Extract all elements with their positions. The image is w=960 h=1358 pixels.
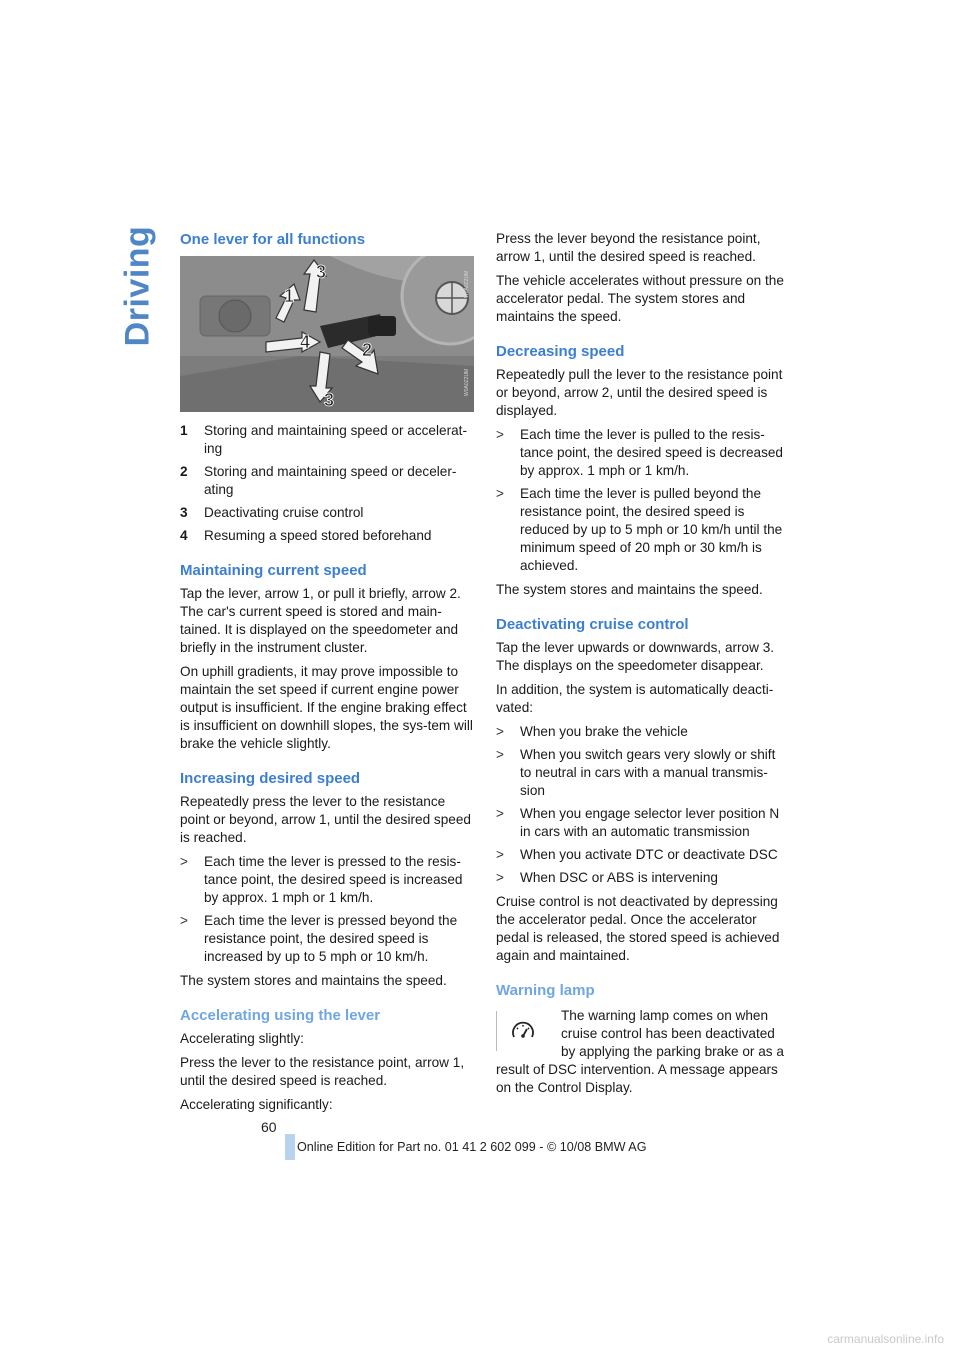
list-item: > When you brake the vehicle xyxy=(496,724,688,739)
warning-lamp-heading: Warning lamp xyxy=(496,982,595,999)
increasing-paragraph-2: The system stores and maintains the speed. xyxy=(180,973,447,988)
list-item: > Each time the lever is pressed to the resis-tance point, the desired speed is increased by approx. 1 mph or 1 km/h. xyxy=(180,854,463,905)
list-item: > When you switch gears very slowly or shift to neutral in cars with a manual transmis-sion xyxy=(496,747,776,798)
footer-edition-text: Online Edition for Part no. 01 41 2 602 099 - © 10/08 BMW AG xyxy=(297,1140,647,1154)
chapter-title: Driving xyxy=(118,225,156,347)
maintaining-paragraph-2: On uphill gradients, it may prove impossible to maintain the set speed if current engine power output is insufficient. If the engine braking effect is insufficient on downhill slopes, the sys-tem will brake the vehicle slightly. xyxy=(180,664,473,751)
deactivating-heading: Deactivating cruise control xyxy=(496,616,689,633)
deactivating-paragraph-1: Tap the lever upwards or downwards, arrow 3. The displays on the speedometer disappear. xyxy=(496,640,775,673)
list-item: 3 Deactivating cruise control xyxy=(180,505,364,520)
right-column xyxy=(496,230,790,1103)
function-list xyxy=(180,422,476,545)
top-paragraph-1: Press the lever beyond the resistance point, arrow 1, until the desired speed is reached. xyxy=(496,231,761,264)
increasing-paragraph-1: Repeatedly press the lever to the resistance point or beyond, arrow 1, until the desired speed is reached. xyxy=(180,794,471,845)
accelerating-paragraph-2: Press the lever to the resistance point, arrow 1, until the desired speed is reached. xyxy=(180,1055,465,1088)
maintaining-heading: Maintaining current speed xyxy=(180,562,367,579)
list-item: 2 Storing and maintaining speed or deceler-ating xyxy=(180,464,457,497)
figure-label-4: 4 xyxy=(300,332,311,352)
increasing-heading: Increasing desired speed xyxy=(180,770,361,787)
decreasing-heading: Decreasing speed xyxy=(496,343,625,360)
list-item: > Each time the lever is pressed beyond the resistance point, the desired speed is increased by up to 5 mph or 10 km/h. xyxy=(180,913,458,964)
warning-lamp-block xyxy=(496,1007,790,1097)
page-number: 60 xyxy=(261,1119,277,1135)
figure-label-3-bottom: 3 xyxy=(324,390,335,410)
footer-accent-bar xyxy=(285,1134,295,1160)
accelerating-paragraph-3: Accelerating significantly: xyxy=(180,1097,333,1112)
list-item: > When you activate DTC or deactivate DSC xyxy=(496,847,778,862)
deactivating-paragraph-3: Cruise control is not deactivated by depressing the accelerator pedal. Once the accelerator pedal is released, the stored speed is achieved again and maintained. xyxy=(496,894,780,963)
list-item: 4 Resuming a speed stored beforehand xyxy=(180,528,432,543)
figure-code-top: W0A0Z2UM xyxy=(464,270,470,298)
watermark: carmanualsonline.info xyxy=(827,1332,944,1346)
list-item: > When DSC or ABS is intervening xyxy=(496,870,718,885)
figure-code-bottom: W0A0Z2UM xyxy=(464,368,470,396)
decreasing-paragraph-2: The system stores and maintains the speed. xyxy=(496,582,763,597)
left-column xyxy=(180,230,476,1120)
figure-label-1: 1 xyxy=(284,286,295,306)
list-item: > When you engage selector lever position N in cars with an automatic transmission xyxy=(496,806,780,839)
one-lever-heading: One lever for all functions xyxy=(180,231,366,248)
accelerating-paragraph-1: Accelerating slightly: xyxy=(180,1031,304,1046)
cruise-control-lever-figure xyxy=(180,256,474,412)
deactivating-paragraph-2: In addition, the system is automatically deacti-vated: xyxy=(496,682,774,715)
decreasing-bullets xyxy=(496,426,790,575)
figure-label-2: 2 xyxy=(362,340,373,360)
increasing-bullets xyxy=(180,853,476,966)
decreasing-paragraph-1: Repeatedly pull the lever to the resistance point or beyond, arrow 2, until the desired speed is displayed. xyxy=(496,367,783,418)
accelerating-heading: Accelerating using the lever xyxy=(180,1007,381,1024)
warning-lamp-paragraph: The warning lamp comes on when cruise control has been deactivated by applying the parking brake or as a result of DSC intervention. A message appears on the Control Display. xyxy=(496,1008,784,1095)
lever-illustration xyxy=(180,256,474,412)
cruise-control-warning-icon xyxy=(496,1011,549,1051)
list-item: > Each time the lever is pulled to the resis-tance point, the desired speed is decreased by approx. 1 mph or 1 km/h. xyxy=(496,427,783,478)
list-item: 1 Storing and maintaining speed or accelerat-ing xyxy=(180,423,467,456)
list-item: > Each time the lever is pulled beyond the resistance point, the desired speed is reduced by up to 5 mph or 10 km/h until the minimum speed of 20 mph or 30 km/h is achieved. xyxy=(496,486,783,573)
deactivating-bullets xyxy=(496,723,790,887)
top-paragraph-2: The vehicle accelerates without pressure on the accelerator pedal. The system stores and maintains the speed. xyxy=(496,273,784,324)
maintaining-paragraph-1: Tap the lever, arrow 1, or pull it briefly, arrow 2. The car's current speed is stored and main-tained. It is displayed on the speedometer and briefly in the instrument cluster. xyxy=(180,586,461,655)
figure-label-3-top: 3 xyxy=(316,262,327,282)
